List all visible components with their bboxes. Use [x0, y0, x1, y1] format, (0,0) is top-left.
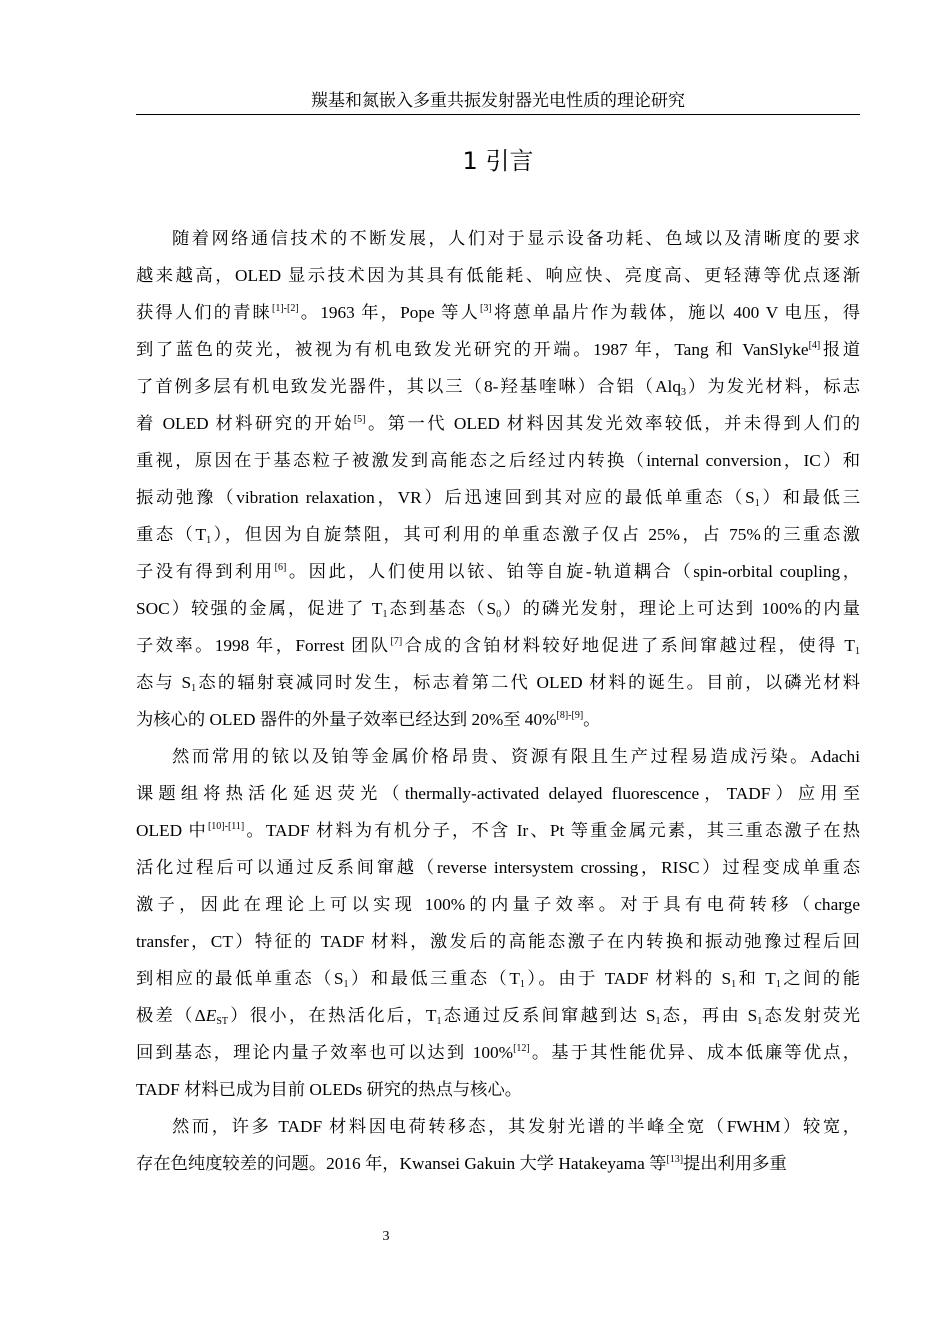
citation: [7] [390, 636, 403, 647]
citation: [6] [274, 562, 287, 573]
subscript: 0 [496, 609, 502, 620]
text-line: 随着网络通信技术的不断发展，人们对于显示设备功耗、色域以及清晰度的要求 [172, 229, 860, 248]
chapter-title: 1 引言 [462, 147, 534, 175]
text-line: 获得人们的青睐[1]-[2]。1963 年，Pope 等人[3]将蒽单晶片作为载体，施以 400 V 电压，得 [136, 303, 860, 322]
text-line: 回到基态，理论内量子效率也可以达到 100%[12]。基于其性能优异、成本低廉等优点， [136, 1043, 860, 1062]
text-line: 着 OLED 材料研究的开始[5]。第一代 OLED 材料因其发光效率较低，并未得到人们的 [136, 414, 860, 433]
citation: [4] [808, 340, 821, 351]
subscript: 1 [206, 535, 212, 546]
text-line: 子没有得到利用[6]。因此，人们使用以铱、铂等自旋-轨道耦合（spin-orbital coupling， [136, 562, 860, 581]
text-line: 活化过程后可以通过反系间窜越（reverse intersystem crossing，RISC）过程变成单重态 [136, 858, 860, 877]
text-line: 子效率。1998 年，Forrest 团队[7]合成的含铂材料较好地促进了系间窜越过程，使得 $T_1$ [136, 636, 860, 657]
paragraph-3 [136, 1114, 860, 1188]
text-line: 极差$(\Delta E_{ST})$很小，在热活化后，$T_1$态通过反系间窜越到达 $S_1$态，再由 $S_1$态发射荧光 [136, 1006, 861, 1027]
paragraph-1 [136, 226, 860, 744]
subscript: 1 [343, 979, 349, 990]
subscript: 1 [382, 609, 388, 620]
text-line: 了首例多层有机电致发光器件，其以三（8-羟基喹啉）合铝（Alq$_3$）为发光材料，标志 [136, 377, 860, 398]
subscript: ST [216, 1016, 229, 1027]
body-text [136, 226, 860, 1188]
subscript: 1 [655, 1016, 661, 1027]
italic-symbol: E [205, 1006, 217, 1025]
subscript: 3 [681, 387, 686, 398]
citation: [1]-[2] [272, 303, 299, 314]
header-rule [136, 114, 860, 115]
text-line: 振动弛豫（vibration relaxation，VR）后迅速回到其对应的最低单重态$(S_1)$和最低三 [136, 488, 860, 509]
running-header: 羰基和氮嵌入多重共振发射器光电性质的理论研究 [311, 91, 685, 110]
text-line: 重视，原因在于基态粒子被激发到高能态之后经过内转换（internal conversion，IC）和 [136, 451, 860, 470]
text-line: 到相应的最低单重态$(S_1)$和最低三重态$(T_1)$。由于 TADF 材料的 $S_1$和 $T_1$之间的能 [136, 969, 860, 990]
subscript: 1 [854, 646, 860, 657]
text-line: 为核心的 OLED 器件的外量子效率已经达到 20%至 40%[8]-[9]。 [136, 710, 601, 729]
text-line: 激子，因此在理论上可以实现 100%的内量子效率。对于具有电荷转移（charge [136, 895, 860, 914]
subscript: 1 [757, 1016, 763, 1027]
citation: [3] [480, 303, 492, 314]
text-line: 然而，许多 TADF 材料因电荷转移态，其发射光谱的半峰全宽（FWHM）较宽， [172, 1117, 860, 1136]
text-line: 存在色纯度较差的问题。2016 年，Kwansei Gakuin 大学 Hatakeyama 等[13]提出利用多重 [136, 1154, 787, 1173]
subscript: 1 [519, 979, 525, 990]
text-line: TADF 材料已成为目前 OLEDs 研究的热点与核心。 [136, 1080, 523, 1099]
text-line: 课题组将热活化延迟荧光（thermally-activated delayed fluorescence，TADF）应用至 [136, 784, 860, 803]
subscript: 1 [731, 979, 737, 990]
text-line: 重态$(T_1)$，但因为自旋禁阻，其可利用的单重态激子仅占 25%，占 75%的三重态激 [136, 525, 860, 546]
subscript: 1 [775, 979, 781, 990]
text-line: SOC）较强的金属，促进了 $T_1$态到基态$(S_0)$的磷光发射，理论上可达到 100%的内量 [136, 599, 860, 620]
subscript: 1 [754, 498, 760, 509]
text-line: OLED 中[10]-[11]。TADF 材料为有机分子，不含 Ir、Pt 等重金属元素，其三重态激子在热 [136, 821, 860, 840]
subscript: 1 [436, 1016, 442, 1027]
citation: [5] [353, 414, 366, 425]
subscript: 1 [191, 683, 197, 694]
text-line: 态与 $S_1$态的辐射衰减同时发生，标志着第二代 OLED 材料的诞生。目前，以磷光材料 [136, 673, 860, 694]
citation: [13] [666, 1154, 684, 1165]
text-line: transfer，CT）特征的 TADF 材料，激发后的高能态激子在内转换和振动弛豫过程后回 [136, 932, 860, 951]
citation: [8]-[9] [556, 710, 584, 721]
citation: [12] [513, 1043, 530, 1054]
citation: [10]-[11] [207, 821, 245, 832]
paragraph-2 [136, 744, 860, 1114]
page-number: 3 [382, 1229, 390, 1244]
text-line: 越来越高，OLED 显示技术因为其具有低能耗、响应快、亮度高、更轻薄等优点逐渐 [136, 266, 860, 285]
text-line: 然而常用的铱以及铂等金属价格昂贵、资源有限且生产过程易造成污染。Adachi [172, 747, 860, 766]
text-line: 到了蓝色的荧光，被视为有机电致发光研究的开端。1987 年，Tang 和 VanSlyke[4]报道 [136, 340, 860, 359]
